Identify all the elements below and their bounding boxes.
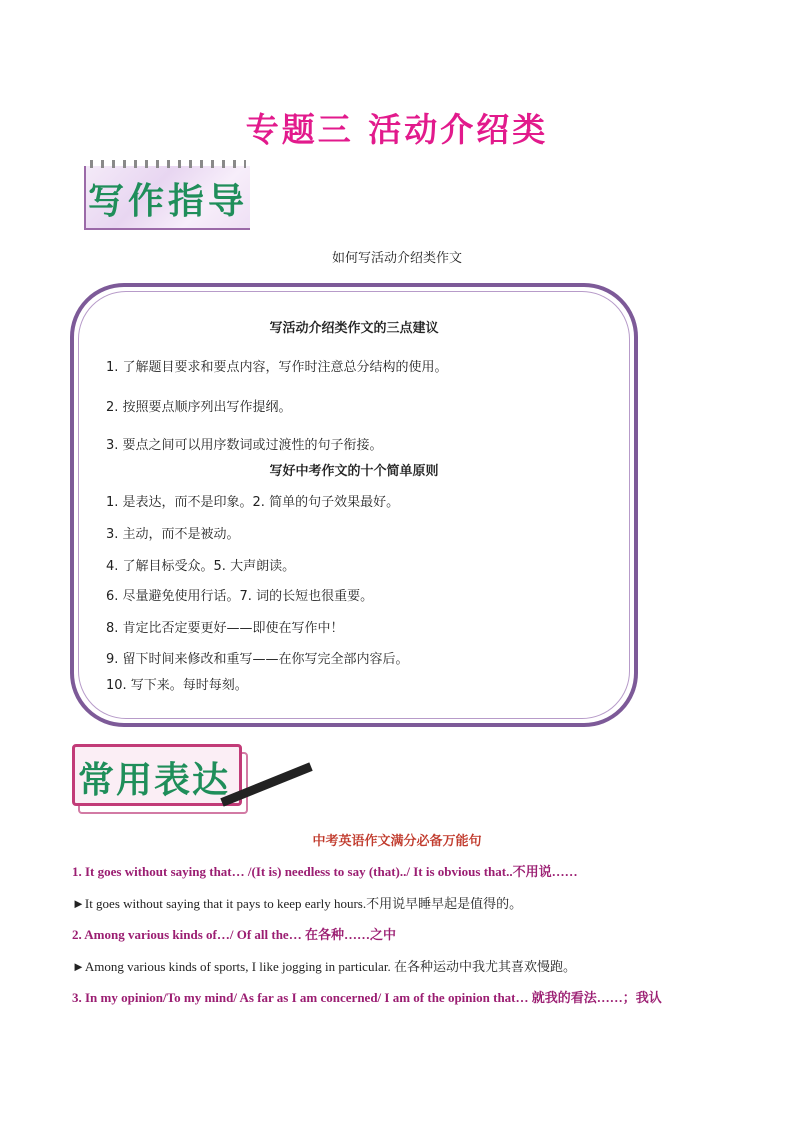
phrase-item: 1. It goes without saying that… /(It is) needless to say (that)../ It is obvious that..不用说…… bbox=[72, 864, 578, 879]
advice-tip: 2. 按照要点顺序列出写作提纲。 bbox=[106, 400, 292, 415]
example-sentence: ►Among various kinds of sports, I like jogging in particular. 在各种运动中我尤其喜欢慢跑。 bbox=[72, 959, 576, 974]
common-expressions-banner-text: 常用表达 bbox=[78, 759, 231, 801]
advice-heading: 写活动介绍类作文的三点建议 bbox=[269, 321, 439, 336]
rule-item: 6. 尽量避免使用行话。7. 词的长短也很重要。 bbox=[106, 589, 374, 604]
advice-tip: 1. 了解题目要求和要点内容，写作时注意总分结构的使用。 bbox=[106, 360, 448, 375]
phrase-item: 2. Among various kinds of…/ Of all the… 在各种……之中 bbox=[72, 927, 396, 942]
common-expressions-banner bbox=[72, 744, 250, 816]
page-title: 专题三 活动介绍类 bbox=[245, 110, 549, 149]
phrase-item: 3. In my opinion/To my mind/ As far as I am concerned/ I am of the opinion that… 就我的看法……；我认 bbox=[72, 990, 662, 1005]
spiral-binding-decoration bbox=[90, 160, 246, 168]
advice-tip: 3. 要点之间可以用序数词或过渡性的句子衔接。 bbox=[106, 438, 383, 453]
expressions-section-title: 中考英语作文满分必备万能句 bbox=[312, 834, 482, 849]
rule-item: 1. 是表达，而不是印象。2. 简单的句子效果最好。 bbox=[106, 495, 400, 510]
rule-item: 3. 主动，而不是被动。 bbox=[106, 527, 240, 542]
rule-item: 10. 写下来。每时每刻。 bbox=[106, 678, 248, 693]
writing-guide-banner-text: 写作指导 bbox=[87, 180, 248, 222]
rule-item: 9. 留下时间来修改和重写——在你写完全部内容后。 bbox=[106, 652, 409, 667]
example-sentence: ►It goes without saying that it pays to keep early hours.不用说早睡早起是值得的。 bbox=[72, 896, 523, 911]
rule-item: 8. 肯定比否定要更好——即使在写作中！ bbox=[106, 621, 344, 636]
rule-item: 4. 了解目标受众。5. 大声朗读。 bbox=[106, 559, 296, 574]
section-subtitle: 如何写活动介绍类作文 bbox=[331, 251, 462, 266]
writing-guide-banner bbox=[84, 166, 250, 230]
rules-heading: 写好中考作文的十个简单原则 bbox=[269, 464, 439, 479]
